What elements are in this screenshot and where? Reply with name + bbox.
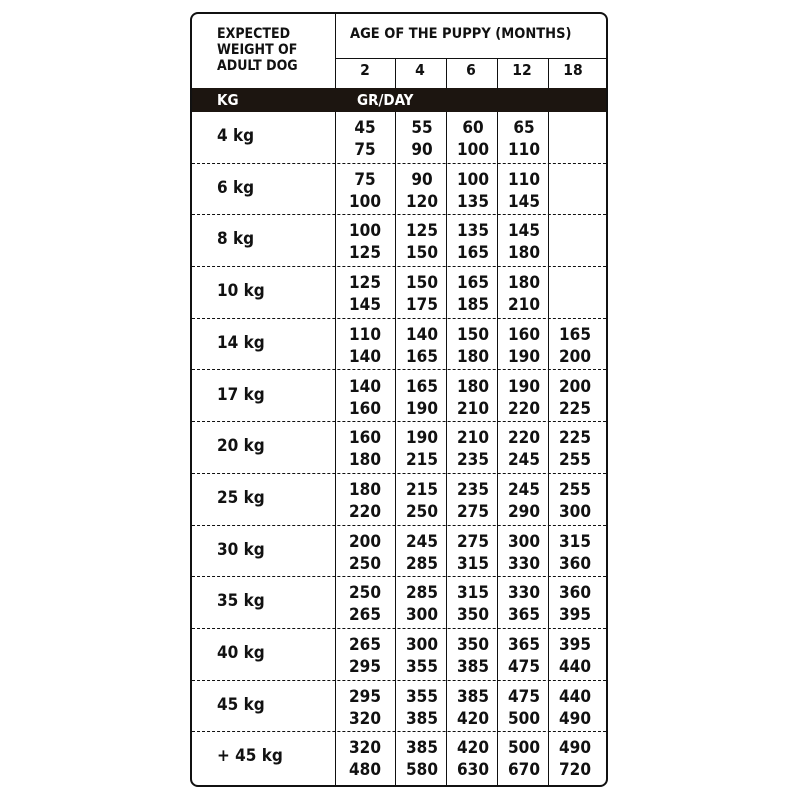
amount-min: 165 <box>457 273 489 294</box>
amount-max: 110 <box>508 140 540 160</box>
amount-cell <box>398 376 446 420</box>
amount-max: 175 <box>406 295 438 316</box>
amount-cell <box>449 531 497 575</box>
amount-max: 225 <box>559 398 591 419</box>
amount-max: 180 <box>349 450 381 471</box>
table-row <box>192 629 606 681</box>
amount-min: 135 <box>457 221 489 242</box>
amount-min: 275 <box>457 531 489 552</box>
amount-min: 395 <box>559 635 591 655</box>
amount-cell <box>551 117 599 161</box>
amount-cell <box>341 117 389 161</box>
amount-max: 275 <box>457 501 489 522</box>
table-row <box>192 526 606 578</box>
amount-min: 420 <box>457 738 489 759</box>
amount-max: 220 <box>508 398 540 419</box>
age-2-months: 2 <box>360 61 370 79</box>
unit-weight-label: KG <box>217 91 239 109</box>
amount-cell <box>551 737 599 781</box>
amount-min: 190 <box>508 376 540 397</box>
weight-label: 8 kg <box>217 229 255 250</box>
amount-min: 385 <box>406 738 438 759</box>
amount-min: 315 <box>457 583 489 604</box>
table-row <box>192 422 606 474</box>
amount-min: 225 <box>559 428 591 449</box>
amount-min: 245 <box>508 479 540 500</box>
amount-min: 65 <box>513 118 535 138</box>
amount-cell <box>500 220 548 264</box>
table-row <box>192 267 606 319</box>
amount-min: 265 <box>349 635 381 655</box>
amount-max: 315 <box>457 553 489 574</box>
table-row <box>192 681 606 733</box>
age-4-months: 4 <box>415 61 425 79</box>
amount-cell <box>341 169 389 213</box>
amount-cell <box>449 686 497 730</box>
amount-max: 395 <box>559 605 591 626</box>
amount-cell <box>341 582 389 626</box>
amount-cell <box>398 117 446 161</box>
amount-max: 330 <box>508 553 540 574</box>
amount-min: 320 <box>349 738 381 759</box>
amount-cell <box>500 686 548 730</box>
amount-min: 145 <box>508 221 540 242</box>
amount-max: 90 <box>411 140 433 160</box>
amount-max: 490 <box>559 708 591 729</box>
amount-cell <box>341 634 389 678</box>
weight-label: 6 kg <box>217 177 255 198</box>
amount-min <box>551 220 599 242</box>
amount-max: 210 <box>457 398 489 419</box>
amount-max: 480 <box>349 760 381 781</box>
header-divider <box>335 58 606 59</box>
amount-min: 60 <box>462 118 484 138</box>
amount-cell <box>551 376 599 420</box>
amount-cell <box>551 582 599 626</box>
amount-max: 720 <box>559 760 591 781</box>
weight-label: 40 kg <box>217 643 265 663</box>
amount-cell <box>398 169 446 213</box>
amount-max: 145 <box>508 191 540 212</box>
amount-max: 250 <box>349 553 381 574</box>
weight-heading-line: EXPECTED <box>217 26 291 42</box>
amount-min: 165 <box>406 376 438 397</box>
amount-cell <box>449 272 497 316</box>
amount-min <box>551 272 599 294</box>
amount-cell <box>341 427 389 471</box>
weight-label: 14 kg <box>217 332 265 353</box>
amount-cell <box>398 582 446 626</box>
amount-max: 670 <box>508 760 540 781</box>
weight-label: 10 kg <box>217 281 265 302</box>
amount-max: 180 <box>457 346 489 367</box>
amount-cell <box>341 376 389 420</box>
amount-cell <box>398 427 446 471</box>
amount-min: 110 <box>349 324 381 345</box>
amount-max: 165 <box>457 243 489 264</box>
amount-cell <box>398 272 446 316</box>
feeding-table <box>190 12 608 787</box>
amount-max: 165 <box>406 346 438 367</box>
amount-max: 500 <box>508 708 540 729</box>
amount-cell <box>398 634 446 678</box>
amount-max: 150 <box>406 243 438 264</box>
amount-cell <box>551 324 599 368</box>
amount-min: 200 <box>559 376 591 397</box>
table-row <box>192 319 606 371</box>
amount-min: 475 <box>508 686 540 707</box>
amount-min: 190 <box>406 428 438 449</box>
amount-min: 245 <box>406 531 438 552</box>
table-row <box>192 732 606 784</box>
amount-min: 490 <box>559 738 591 759</box>
amount-cell <box>449 117 497 161</box>
amount-cell <box>398 479 446 523</box>
table-row <box>192 577 606 629</box>
amount-max <box>551 139 599 161</box>
age-12-months: 12 <box>512 61 532 79</box>
amount-min: 210 <box>457 428 489 449</box>
weight-label: 35 kg <box>217 591 265 612</box>
amount-min: 220 <box>508 428 540 449</box>
amount-min: 295 <box>349 686 381 707</box>
amount-cell <box>551 479 599 523</box>
amount-min: 360 <box>559 583 591 604</box>
weight-label: 45 kg <box>217 694 265 715</box>
amount-max: 120 <box>406 191 438 212</box>
table-row <box>192 164 606 216</box>
amount-cell <box>551 220 599 264</box>
amount-min: 180 <box>508 273 540 294</box>
amount-max: 125 <box>349 243 381 264</box>
amount-cell <box>500 324 548 368</box>
amount-min: 250 <box>349 583 381 604</box>
age-6-months: 6 <box>466 61 476 79</box>
amount-max: 235 <box>457 450 489 471</box>
amount-cell <box>398 686 446 730</box>
amount-cell <box>551 427 599 471</box>
amount-max: 475 <box>508 657 540 677</box>
amount-min: 315 <box>559 531 591 552</box>
amount-cell <box>500 427 548 471</box>
amount-max: 630 <box>457 760 489 781</box>
amount-cell <box>449 169 497 213</box>
unit-band <box>192 88 606 112</box>
amount-min: 500 <box>508 738 540 759</box>
amount-max: 200 <box>559 346 591 367</box>
amount-min: 300 <box>406 635 438 655</box>
amount-cell <box>341 272 389 316</box>
amount-min: 110 <box>508 169 540 190</box>
amount-max <box>551 294 599 316</box>
table-row <box>192 474 606 526</box>
amount-cell <box>551 634 599 678</box>
amount-cell <box>341 531 389 575</box>
weight-heading <box>217 26 298 74</box>
amount-cell <box>449 634 497 678</box>
amount-min: 440 <box>559 686 591 707</box>
amount-max: 245 <box>508 450 540 471</box>
weight-label: 20 kg <box>217 436 265 457</box>
amount-min <box>551 169 599 191</box>
amount-cell <box>341 737 389 781</box>
amount-min: 385 <box>457 686 489 707</box>
amount-min: 125 <box>406 221 438 242</box>
amount-max: 250 <box>406 501 438 522</box>
amount-max: 190 <box>406 398 438 419</box>
amount-max: 100 <box>349 191 381 212</box>
amount-max: 220 <box>349 501 381 522</box>
amount-min <box>551 117 599 139</box>
weight-label: 17 kg <box>217 384 265 405</box>
amount-max: 135 <box>457 191 489 212</box>
amount-min: 300 <box>508 531 540 552</box>
weight-heading-line: WEIGHT OF <box>217 42 298 58</box>
amount-max: 300 <box>406 605 438 626</box>
amount-max: 210 <box>508 295 540 316</box>
amount-min: 215 <box>406 479 438 500</box>
amount-min: 150 <box>406 273 438 294</box>
amount-max: 180 <box>508 243 540 264</box>
weight-heading-line: ADULT DOG <box>217 58 298 74</box>
amount-min: 140 <box>406 324 438 345</box>
amount-min: 285 <box>406 583 438 604</box>
amount-cell <box>398 531 446 575</box>
amount-cell <box>341 686 389 730</box>
table-row <box>192 112 606 164</box>
amount-max <box>551 242 599 264</box>
amount-cell <box>341 220 389 264</box>
amount-max: 385 <box>457 657 489 677</box>
amount-max: 285 <box>406 553 438 574</box>
amount-cell <box>500 272 548 316</box>
amount-min: 160 <box>349 428 381 449</box>
amount-min: 200 <box>349 531 381 552</box>
amount-cell <box>500 737 548 781</box>
amount-max: 255 <box>559 450 591 471</box>
amount-min: 55 <box>411 118 433 138</box>
amount-max: 440 <box>559 657 591 677</box>
amount-min: 90 <box>411 169 433 190</box>
amount-cell <box>500 117 548 161</box>
amount-max: 320 <box>349 708 381 729</box>
amount-cell <box>398 737 446 781</box>
amount-min: 100 <box>457 169 489 190</box>
amount-max: 580 <box>406 760 438 781</box>
amount-cell <box>500 634 548 678</box>
amount-max: 185 <box>457 295 489 316</box>
amount-cell <box>500 376 548 420</box>
amount-max: 140 <box>349 346 381 367</box>
amount-cell <box>500 169 548 213</box>
weight-label: + 45 kg <box>217 746 283 767</box>
amount-max: 295 <box>349 657 381 677</box>
amount-min: 355 <box>406 686 438 707</box>
weight-label: 25 kg <box>217 487 265 508</box>
table-row <box>192 371 606 423</box>
age-heading: AGE OF THE PUPPY (MONTHS) <box>350 26 572 42</box>
amount-cell <box>449 582 497 626</box>
amount-min: 45 <box>354 118 376 138</box>
amount-min: 235 <box>457 479 489 500</box>
amount-max: 300 <box>559 501 591 522</box>
amount-cell <box>449 479 497 523</box>
weight-label: 4 kg <box>217 126 255 146</box>
amount-cell <box>398 220 446 264</box>
amount-min: 75 <box>354 169 376 190</box>
amount-cell <box>449 220 497 264</box>
weight-label: 30 kg <box>217 539 265 560</box>
amount-max: 355 <box>406 657 438 677</box>
amount-max: 290 <box>508 501 540 522</box>
amount-min: 150 <box>457 324 489 345</box>
amount-max: 215 <box>406 450 438 471</box>
amount-min: 140 <box>349 376 381 397</box>
amount-min: 180 <box>349 479 381 500</box>
amount-max: 265 <box>349 605 381 626</box>
amount-cell <box>551 531 599 575</box>
amount-min: 100 <box>349 221 381 242</box>
amount-cell <box>551 686 599 730</box>
amount-cell <box>449 737 497 781</box>
amount-cell <box>551 169 599 213</box>
amount-cell <box>551 272 599 316</box>
amount-min: 160 <box>508 324 540 345</box>
amount-max: 365 <box>508 605 540 626</box>
amount-max: 385 <box>406 708 438 729</box>
unit-amount-label: GR/DAY <box>357 91 414 109</box>
amount-cell <box>449 376 497 420</box>
age-18-months: 18 <box>563 61 583 79</box>
amount-max: 160 <box>349 398 381 419</box>
amount-cell <box>341 324 389 368</box>
amount-cell <box>449 324 497 368</box>
amount-max: 100 <box>457 140 489 160</box>
amount-max: 190 <box>508 346 540 367</box>
amount-min: 255 <box>559 479 591 500</box>
amount-cell <box>500 531 548 575</box>
amount-min: 350 <box>457 635 489 655</box>
amount-min: 165 <box>559 324 591 345</box>
amount-cell <box>500 479 548 523</box>
amount-max: 360 <box>559 553 591 574</box>
amount-min: 365 <box>508 635 540 655</box>
amount-cell <box>449 427 497 471</box>
table-row <box>192 215 606 267</box>
amount-min: 330 <box>508 583 540 604</box>
amount-max: 145 <box>349 295 381 316</box>
amount-cell <box>398 324 446 368</box>
amount-min: 125 <box>349 273 381 294</box>
amount-cell <box>500 582 548 626</box>
amount-max: 350 <box>457 605 489 626</box>
amount-max <box>551 191 599 213</box>
amount-max: 420 <box>457 708 489 729</box>
amount-max: 75 <box>354 140 376 160</box>
amount-min: 180 <box>457 376 489 397</box>
amount-cell <box>341 479 389 523</box>
